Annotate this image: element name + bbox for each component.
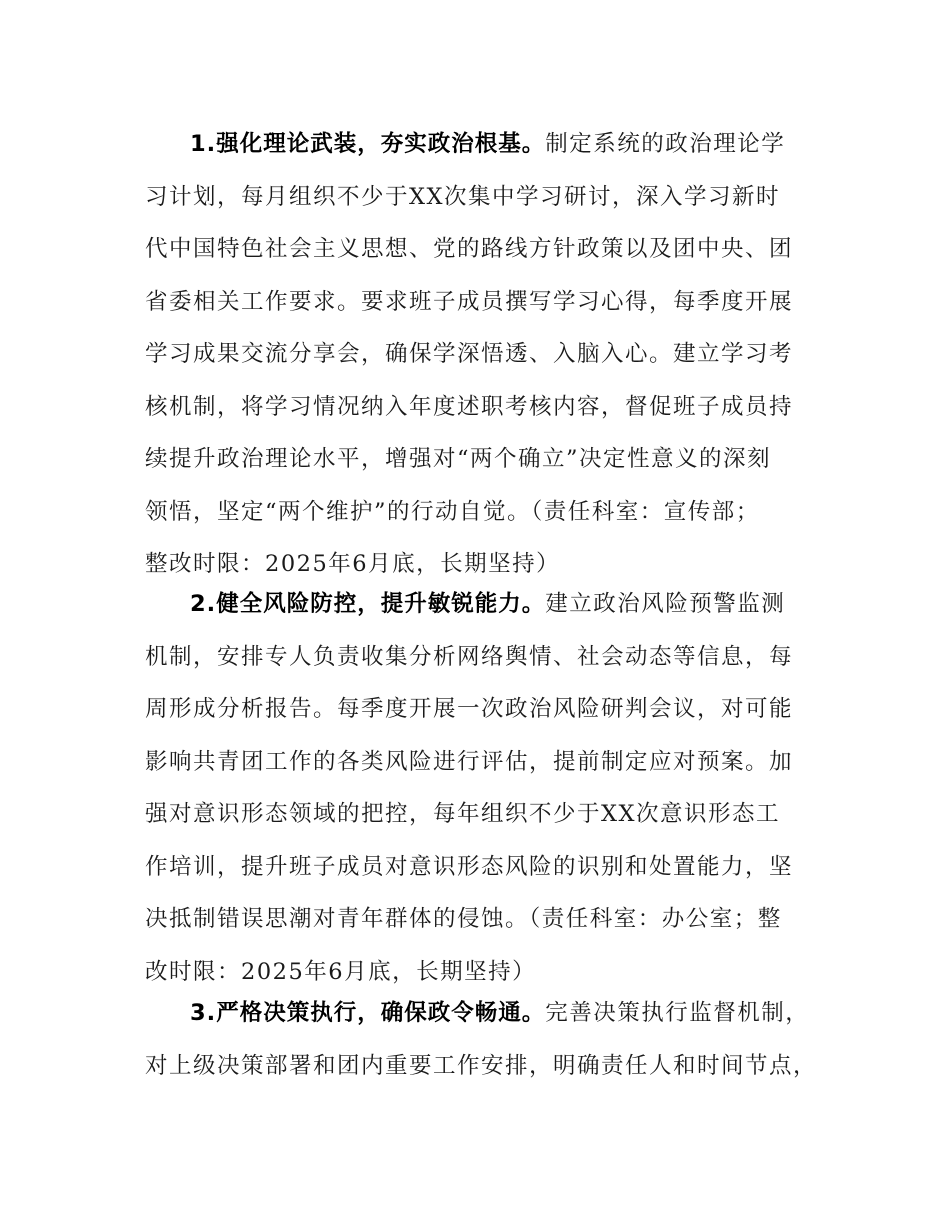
paragraph-3-line-1 [145, 987, 815, 1040]
paragraph-1-line-5: 学习成果交流分享会，确保学深悟透、入脑入心。建立学习考 [145, 341, 794, 367]
paragraph-2-line-3: 周形成分析报告。每季度开展一次政治风险研判会议，对可能 [145, 696, 794, 722]
paragraph-1-line-7: 续提升政治理论水平，增强对“两个确立”决定性意义的深刻 [145, 446, 772, 472]
paragraph-1-line-8: 领悟，坚定“两个维护”的行动自觉。（责任科室：宣传部； [145, 498, 760, 525]
paragraph-2-line-6: 作培训，提升班子成员对意识形态风险的识别和处置能力，坚 [145, 853, 794, 880]
paragraph-2 [145, 578, 815, 998]
paragraph-1-line-4: 省委相关工作要求。要求班子成员撰写学习心得，每季度开展 [145, 288, 794, 315]
paragraph-1-text: 制定系统的政治理论学 [545, 131, 786, 157]
paragraph-2-line-1 [145, 578, 815, 631]
paragraph-3-line-2: 对上级决策部署和团内重要工作安排，明确责任人和时间节点， [145, 1052, 818, 1079]
paragraph-1 [145, 118, 815, 591]
paragraph-2-line-5: 强对意识形态领域的把控，每年组织不少于XX次意识形态工 [145, 801, 781, 827]
paragraph-1-line-2: 习计划，每月组织不少于XX次集中学习研讨，深入学习新时 [145, 183, 781, 210]
paragraph-1-line-9: 整改时限：2025年6月底，长期坚持） [145, 551, 561, 577]
paragraph-2-heading: 2.健全风险防控，提升敏锐能力。 [190, 591, 546, 617]
paragraph-2-line-7: 决抵制错误思潮对青年群体的侵蚀。（责任科室：办公室；整 [145, 906, 782, 932]
paragraph-1-line-6: 核机制，将学习情况纳入年度述职考核内容，督促班子成员持 [145, 393, 794, 420]
paragraph-3-text: 完善决策执行监督机制， [545, 1000, 810, 1026]
paragraph-2-text: 建立政治风险预警监测 [545, 591, 786, 617]
paragraph-2-line-8: 改时限：2025年6月底，长期坚持） [145, 958, 537, 985]
paragraph-2-line-2: 机制，安排专人负责收集分析网络舆情、社会动态等信息，每 [145, 643, 794, 670]
paragraph-1-heading: 1.强化理论武装，夯实政治根基。 [190, 131, 546, 157]
paragraph-2-line-4: 影响共青团工作的各类风险进行评估，提前制定应对预案。加 [145, 748, 794, 775]
paragraph-1-line-3: 代中国特色社会主义思想、党的路线方针政策以及团中央、团 [145, 236, 794, 262]
paragraph-3 [145, 987, 818, 1092]
paragraph-3-heading: 3.严格决策执行，确保政令畅通。 [190, 1000, 546, 1026]
paragraph-1-line-1 [145, 118, 815, 171]
